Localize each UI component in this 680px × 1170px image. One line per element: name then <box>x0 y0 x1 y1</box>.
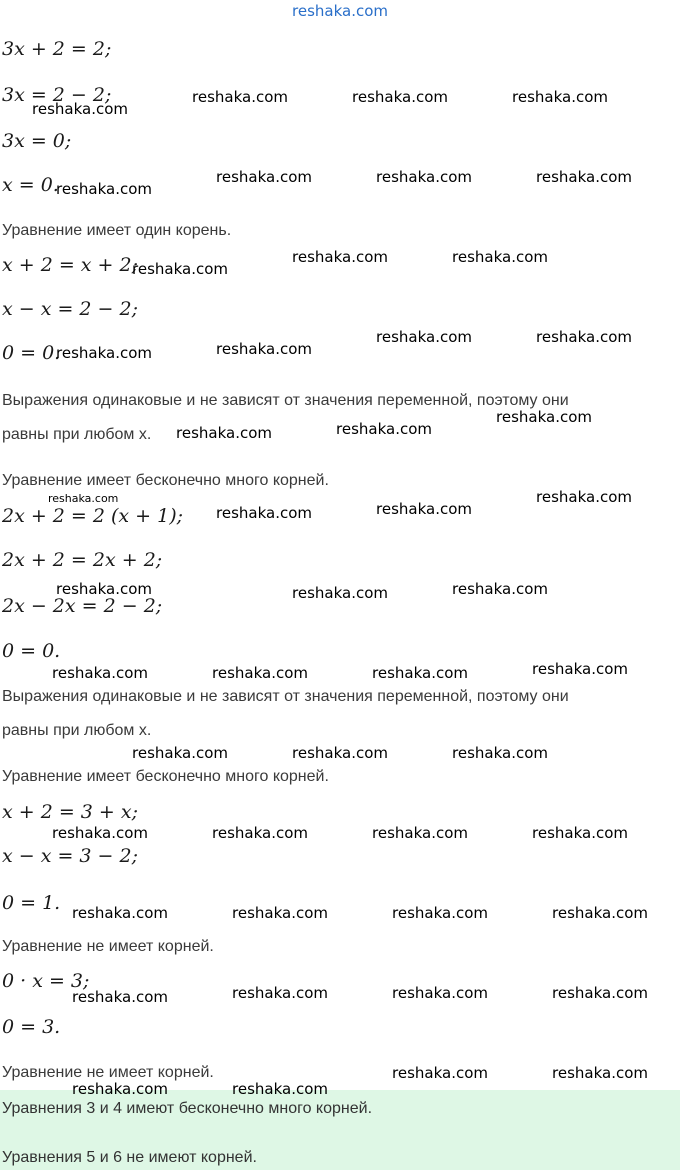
equation-line: 3x = 2 − 2; <box>2 84 112 106</box>
conclusion-text: Уравнение не имеет корней. <box>2 1064 214 1081</box>
watermark: reshaka.com <box>56 580 152 598</box>
equation-line: 3x + 2 = 2; <box>2 38 112 60</box>
watermark: reshaka.com <box>536 168 632 186</box>
watermark: reshaka.com <box>232 1080 328 1098</box>
watermark: reshaka.com <box>376 500 472 518</box>
watermark: reshaka.com <box>32 100 128 118</box>
watermark: reshaka.com <box>392 984 488 1002</box>
equation-line: x + 2 = 3 + x; <box>2 801 139 823</box>
watermark: reshaka.com <box>352 88 448 106</box>
equation-line: 0 = 0. <box>2 342 61 364</box>
watermark: reshaka.com <box>52 664 148 682</box>
watermark: reshaka.com <box>72 904 168 922</box>
watermark: reshaka.com <box>212 664 308 682</box>
watermark: reshaka.com <box>536 488 632 506</box>
watermark: reshaka.com <box>496 408 592 426</box>
watermark: reshaka.com <box>372 664 468 682</box>
conclusion-text: Уравнение имеет бесконечно много корней. <box>2 472 329 489</box>
watermark: reshaka.com <box>532 660 628 678</box>
watermark: reshaka.com <box>216 168 312 186</box>
equation-line: 3x = 0; <box>2 130 72 152</box>
watermark: reshaka.com <box>292 744 388 762</box>
watermark: reshaka.com <box>552 904 648 922</box>
equation-line: 0 = 1. <box>2 892 61 914</box>
watermark: reshaka.com <box>56 180 152 198</box>
watermark: reshaka.com <box>512 88 608 106</box>
site-link[interactable]: reshaka.com <box>292 2 388 20</box>
watermark: reshaka.com <box>212 824 308 842</box>
watermark: reshaka.com <box>292 248 388 266</box>
watermark: reshaka.com <box>56 344 152 362</box>
watermark: reshaka.com <box>216 340 312 358</box>
equation-line: 2x + 2 = 2x + 2; <box>2 549 163 571</box>
watermark: reshaka.com <box>392 1064 488 1082</box>
watermark: reshaka.com <box>132 744 228 762</box>
watermark: reshaka.com <box>552 1064 648 1082</box>
conclusion-text: Уравнение не имеет корней. <box>2 938 214 955</box>
equation-line: 0 = 0. <box>2 640 61 662</box>
watermark: reshaka.com <box>192 88 288 106</box>
equation-line: 0 · x = 3; <box>2 970 90 992</box>
watermark: reshaka.com <box>132 260 228 278</box>
equation-line: 0 = 3. <box>2 1016 61 1038</box>
watermark: reshaka.com <box>452 744 548 762</box>
watermark: reshaka.com <box>452 580 548 598</box>
watermark: reshaka.com <box>232 984 328 1002</box>
watermark: reshaka.com <box>392 904 488 922</box>
explanation-text: Выражения одинаковые и не зависят от значения переменной, поэтому они <box>2 688 569 705</box>
watermark: reshaka.com <box>372 824 468 842</box>
equation-line: 2x − 2x = 2 − 2; <box>2 595 163 617</box>
watermark: reshaka.com <box>176 424 272 442</box>
watermark: reshaka.com <box>552 984 648 1002</box>
watermark: reshaka.com <box>48 492 119 505</box>
watermark: reshaka.com <box>216 504 312 522</box>
conclusion-text: Уравнение имеет один корень. <box>2 222 232 239</box>
equation-line: x + 2 = x + 2; <box>2 254 139 276</box>
summary-line: Уравнения 3 и 4 имеют бесконечно много корней. <box>2 1100 373 1117</box>
watermark: reshaka.com <box>536 328 632 346</box>
explanation-text: равны при любом x. <box>2 722 152 739</box>
watermark: reshaka.com <box>376 168 472 186</box>
summary-line: Уравнения 5 и 6 не имеют корней. <box>2 1149 257 1166</box>
explanation-text: Выражения одинаковые и не зависят от значения переменной, поэтому они <box>2 392 569 409</box>
watermark: reshaka.com <box>72 1080 168 1098</box>
watermark: reshaka.com <box>292 584 388 602</box>
equation-line: x = 0. <box>2 174 59 196</box>
watermark: reshaka.com <box>376 328 472 346</box>
equation-line: x − x = 2 − 2; <box>2 298 139 320</box>
watermark: reshaka.com <box>232 904 328 922</box>
watermark: reshaka.com <box>532 824 628 842</box>
conclusion-text: Уравнение имеет бесконечно много корней. <box>2 768 329 785</box>
watermark: reshaka.com <box>452 248 548 266</box>
equation-line: 2x + 2 = 2 (x + 1); <box>2 505 184 527</box>
explanation-text: равны при любом x. <box>2 426 152 443</box>
watermark: reshaka.com <box>336 420 432 438</box>
equation-line: x − x = 3 − 2; <box>2 845 139 867</box>
watermark: reshaka.com <box>72 988 168 1006</box>
watermark: reshaka.com <box>52 824 148 842</box>
